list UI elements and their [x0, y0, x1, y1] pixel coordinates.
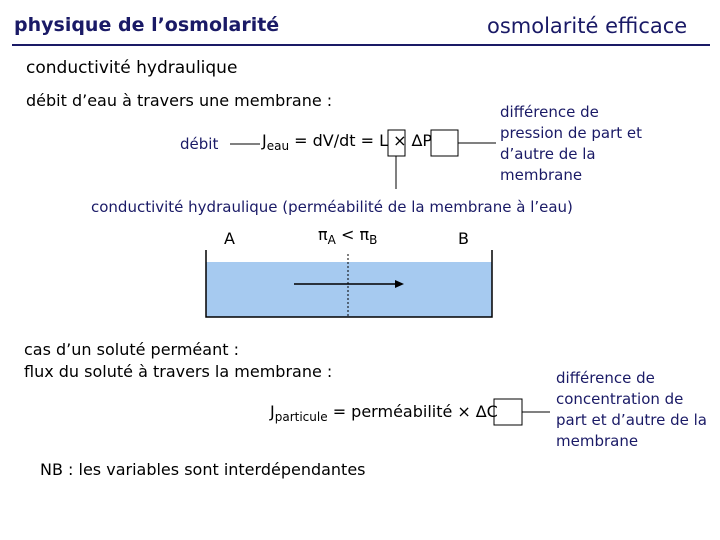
- section-heading: conductivité hydraulique: [26, 58, 238, 78]
- compartment-a-label: A: [224, 229, 235, 248]
- pi-b-sub: B: [369, 233, 378, 247]
- header-left-title: physique de l’osmolarité: [14, 14, 280, 36]
- header-right-title: osmolarité efficace: [487, 14, 688, 38]
- solute-flux-intro: flux du soluté à travers la membrane :: [24, 362, 333, 381]
- formula-eq: = dV/dt =: [294, 131, 375, 150]
- concentration-note: différence de concentration de part et d’autre de la membrane: [556, 369, 707, 450]
- l-highlight-box: [388, 130, 405, 156]
- water-fill: [206, 262, 492, 317]
- formula2-j: J: [270, 402, 275, 421]
- formula2-j-sub: particule: [274, 410, 328, 424]
- water-flow-intro: débit d’eau à travers une membrane :: [26, 91, 333, 110]
- pressure-note: différence de pression de part et d’autre de la membrane: [500, 103, 642, 184]
- pi-a: π: [318, 225, 328, 244]
- pi-b: π: [359, 225, 370, 244]
- less-than: <: [340, 225, 355, 244]
- formula2-delta-c: ∆C: [475, 402, 498, 421]
- formula-times: ×: [393, 131, 407, 150]
- formula2-eq: = perméabilité: [332, 402, 453, 421]
- compartment-b-label: B: [458, 229, 469, 248]
- hydraulic-conductivity-note: conductivité hydraulique (perméabilité de la membrane à l’eau): [91, 198, 573, 216]
- pi-a-sub: A: [327, 233, 336, 247]
- formula-l: L: [379, 131, 389, 150]
- permeant-solute-case: cas d’un soluté perméant :: [24, 340, 239, 359]
- delta-c-highlight-box: [494, 399, 522, 425]
- debit-label: débit: [180, 135, 219, 153]
- delta-p-highlight-box: [431, 130, 458, 156]
- formula-j: J: [262, 131, 267, 150]
- footer-note: NB : les variables sont interdépendantes: [40, 460, 366, 479]
- formula-j-sub: eau: [266, 139, 290, 153]
- formula2-times: ×: [457, 402, 471, 421]
- formula-delta-p: ∆P: [411, 131, 433, 150]
